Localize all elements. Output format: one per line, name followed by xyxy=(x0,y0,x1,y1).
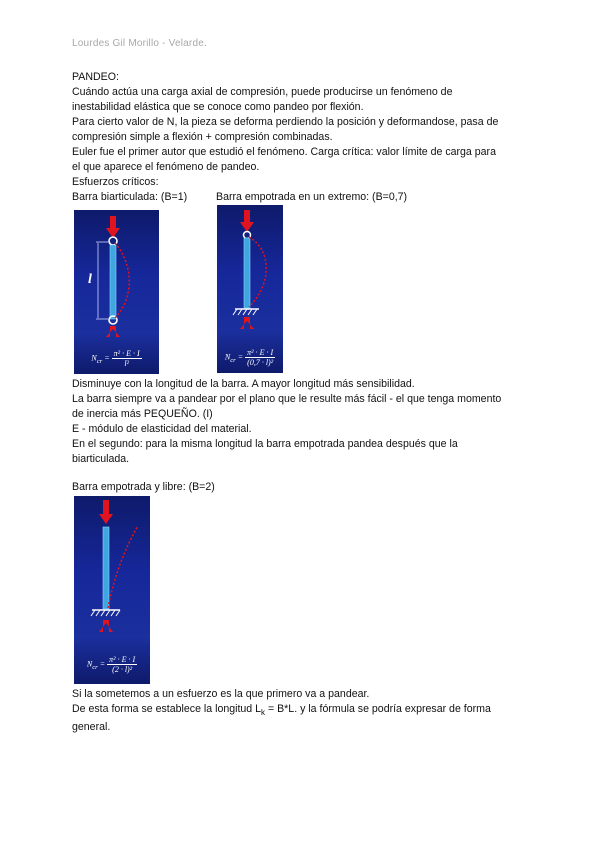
text-line: biarticulada. xyxy=(72,453,130,465)
deformed-shape-curve xyxy=(108,526,138,608)
length-label: l xyxy=(88,272,92,287)
formula-equals: = xyxy=(99,659,106,669)
intro-text-block xyxy=(72,70,532,190)
column-bar xyxy=(244,238,250,308)
load-arrow-bottom xyxy=(99,620,113,632)
load-arrow-top xyxy=(106,216,120,238)
conclusion-text-block xyxy=(72,687,532,735)
critical-load-formula xyxy=(74,655,150,674)
formula-equals: = xyxy=(237,352,244,362)
text-line: de inercia más PEQUEÑO. (I) xyxy=(72,408,213,420)
text-line: Disminuye con la longitud de la barra. A mayor longitud más sensibilidad. xyxy=(72,378,415,390)
text-line: Para cierto valor de N, la pieza se deforma perdiendo la posición y deformandose, pasa de xyxy=(72,116,499,128)
caption-empotrada-libre: Barra empotrada y libre: (B=2) xyxy=(72,481,215,493)
load-arrow-top xyxy=(99,500,113,524)
formula-denominator: (0,7 · l)² xyxy=(247,358,274,367)
figure-captions-row xyxy=(72,190,532,205)
formula-numerator: π² · E · I xyxy=(113,349,140,358)
explanation-text-block xyxy=(72,377,532,467)
figure-biarticulada xyxy=(74,210,159,374)
text-line-effective-length: De esta forma se establece la longitud $L_k = B*L$. y la fórmula se podría expresar de forma xyxy=(72,703,491,718)
text-line: Euler fue el primer autor que estudió el fenómeno. Carga crítica: valor límite de carga para xyxy=(72,146,496,158)
figure-empotrada-extremo xyxy=(217,205,283,373)
critical-load-formula xyxy=(74,349,159,368)
column-bar xyxy=(110,245,116,319)
load-arrow-top xyxy=(240,210,254,232)
formula-lhs: N xyxy=(224,352,231,362)
column-bar xyxy=(103,527,109,609)
caption-empotrada-extremo: Barra empotrada en un extremo: (B=0,7) xyxy=(216,191,408,203)
deformed-shape-curve xyxy=(115,243,129,318)
formula-denominator: (2 · l)² xyxy=(112,665,133,674)
section-title: PANDEO: xyxy=(72,71,119,83)
formula-lhs: N xyxy=(86,659,93,669)
subscript-k: k xyxy=(261,708,266,718)
deformed-shape-curve xyxy=(249,237,266,307)
formula-equals: = xyxy=(104,353,110,363)
caption-biarticulada: Barra biarticulada: (B=1) xyxy=(72,191,188,203)
text-line: Si la sometemos a un esfuerzo es la que primero va a pandear. xyxy=(72,688,370,700)
figure-empotrada-libre xyxy=(74,496,150,684)
formula-numerator: π² · E · I xyxy=(109,655,136,664)
formula-denominator: l² xyxy=(124,359,129,368)
text-line: Cuándo actúa una carga axial de compresión, puede producirse un fenómeno de xyxy=(72,86,453,98)
text-line: inestabilidad elástica que se conoce como pandeo por flexión. xyxy=(72,101,364,113)
text-line: La barra siempre va a pandear por el plano que le resulte más fácil - el que tenga momento xyxy=(72,393,502,405)
load-arrow-bottom xyxy=(240,317,254,329)
critical-load-formula xyxy=(217,348,283,367)
text-line: Esfuerzos críticos: xyxy=(72,176,159,188)
load-arrow-bottom xyxy=(106,326,120,337)
text-line: compresión simple a flexión + compresión combinadas. xyxy=(72,131,333,143)
text-line: En el segundo: para la misma longitud la barra empotrada pandea después que la xyxy=(72,438,458,450)
formula-sub: cr xyxy=(96,357,103,365)
text-line: E - módulo de elasticidad del material. xyxy=(72,423,252,435)
formula-sub: cr xyxy=(230,356,236,364)
formula-numerator: π² · E · I xyxy=(247,348,274,357)
text-line: general. xyxy=(72,721,111,734)
formula-sub: cr xyxy=(92,663,98,671)
text-line: el que aparece el fenómeno de pandeo. xyxy=(72,161,260,173)
formula-lhs: N xyxy=(91,353,97,363)
page-header-author: Lourdes Gil Morillo - Velarde. xyxy=(72,38,207,49)
